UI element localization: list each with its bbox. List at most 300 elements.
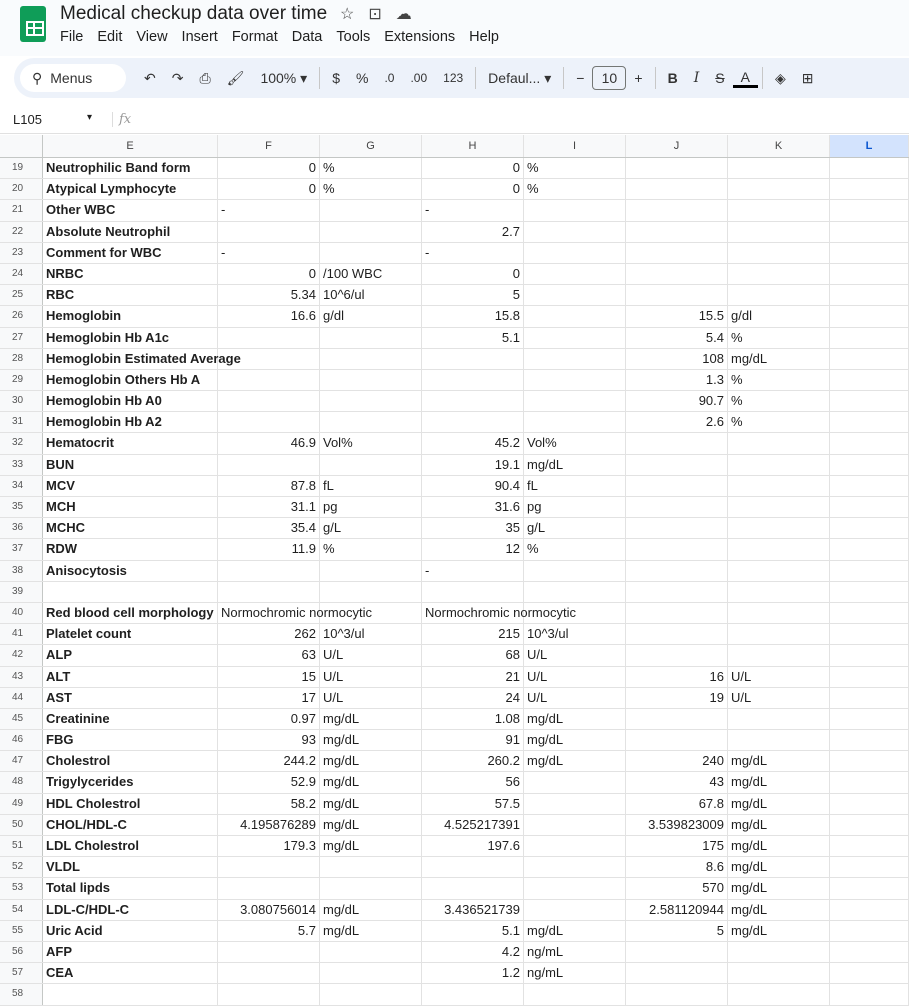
cell-J35[interactable] — [626, 497, 728, 517]
cell-E21[interactable]: Other WBC — [43, 200, 218, 220]
font-size-input[interactable]: 10 — [592, 66, 626, 90]
font-select[interactable] — [480, 70, 559, 87]
sheets-logo-icon[interactable] — [20, 6, 46, 42]
cell-E45[interactable]: Creatinine — [43, 709, 218, 729]
cell-I34[interactable]: fL — [524, 476, 626, 496]
cell-G50[interactable]: mg/dL — [320, 815, 422, 835]
cell-G58[interactable] — [320, 984, 422, 1004]
row-header[interactable]: 44 — [0, 688, 43, 708]
cell-I46[interactable]: mg/dL — [524, 730, 626, 750]
cell-I32[interactable]: Vol% — [524, 433, 626, 453]
italic-button[interactable]: I — [693, 70, 700, 86]
row-header[interactable]: 25 — [0, 285, 43, 305]
cell-K51[interactable]: mg/dL — [728, 836, 830, 856]
cell-E51[interactable]: LDL Cholestrol — [43, 836, 218, 856]
cell-J24[interactable] — [626, 264, 728, 284]
cell-J45[interactable] — [626, 709, 728, 729]
cell-F24[interactable]: 0 — [218, 264, 320, 284]
cell-E28[interactable]: Hemoglobin Estimated Average — [43, 349, 218, 369]
cell-J52[interactable]: 8.6 — [626, 857, 728, 877]
cell-L39[interactable] — [830, 582, 909, 602]
cell-E30[interactable]: Hemoglobin Hb A0 — [43, 391, 218, 411]
cell-I22[interactable] — [524, 222, 626, 242]
column-header-L[interactable]: L — [830, 135, 909, 157]
cell-F34[interactable]: 87.8 — [218, 476, 320, 496]
cell-E58[interactable] — [43, 984, 218, 1004]
cell-L43[interactable] — [830, 667, 909, 687]
decrease-decimal-button[interactable]: .0 — [384, 71, 395, 85]
cell-E47[interactable]: Cholestrol — [43, 751, 218, 771]
row-header[interactable]: 28 — [0, 349, 43, 369]
cell-F33[interactable] — [218, 455, 320, 475]
cell-I48[interactable] — [524, 772, 626, 792]
cell-E52[interactable]: VLDL — [43, 857, 218, 877]
cell-H46[interactable]: 91 — [422, 730, 524, 750]
cell-L41[interactable] — [830, 624, 909, 644]
percent-button[interactable]: % — [355, 70, 369, 86]
row-header[interactable]: 21 — [0, 200, 43, 220]
cell-G57[interactable] — [320, 963, 422, 983]
cell-L45[interactable] — [830, 709, 909, 729]
cell-L30[interactable] — [830, 391, 909, 411]
cell-I36[interactable]: g/L — [524, 518, 626, 538]
cell-K34[interactable] — [728, 476, 830, 496]
cell-G31[interactable] — [320, 412, 422, 432]
row-header[interactable]: 57 — [0, 963, 43, 983]
cell-G56[interactable] — [320, 942, 422, 962]
cloud-status-icon[interactable]: ☁ — [395, 6, 412, 23]
cell-G33[interactable] — [320, 455, 422, 475]
cell-J28[interactable]: 108 — [626, 349, 728, 369]
cell-I45[interactable]: mg/dL — [524, 709, 626, 729]
cell-H54[interactable]: 3.436521739 — [422, 900, 524, 920]
cell-G29[interactable] — [320, 370, 422, 390]
cell-K32[interactable] — [728, 433, 830, 453]
cell-E26[interactable]: Hemoglobin — [43, 306, 218, 326]
cell-E44[interactable]: AST — [43, 688, 218, 708]
menus-search[interactable] — [20, 64, 126, 92]
cell-E49[interactable]: HDL Cholestrol — [43, 794, 218, 814]
cell-K43[interactable]: U/L — [728, 667, 830, 687]
cell-J34[interactable] — [626, 476, 728, 496]
cell-G36[interactable]: g/L — [320, 518, 422, 538]
cell-L38[interactable] — [830, 561, 909, 581]
cell-E43[interactable]: ALT — [43, 667, 218, 687]
cell-G42[interactable]: U/L — [320, 645, 422, 665]
cell-F47[interactable]: 244.2 — [218, 751, 320, 771]
cell-F30[interactable] — [218, 391, 320, 411]
cell-H20[interactable]: 0 — [422, 179, 524, 199]
cell-L37[interactable] — [830, 539, 909, 559]
menu-format[interactable]: Format — [231, 29, 278, 45]
cell-I51[interactable] — [524, 836, 626, 856]
row-header[interactable]: 53 — [0, 878, 43, 898]
menu-view[interactable]: View — [136, 29, 168, 45]
cell-G37[interactable]: % — [320, 539, 422, 559]
row-header[interactable]: 49 — [0, 794, 43, 814]
menu-insert[interactable]: Insert — [181, 29, 218, 45]
cell-E53[interactable]: Total lipds — [43, 878, 218, 898]
cell-H45[interactable]: 1.08 — [422, 709, 524, 729]
cell-J27[interactable]: 5.4 — [626, 328, 728, 348]
cell-I38[interactable] — [524, 561, 626, 581]
cell-F40[interactable]: Normochromic normocytic — [218, 603, 320, 623]
cell-I39[interactable] — [524, 582, 626, 602]
cell-G22[interactable] — [320, 222, 422, 242]
cell-J36[interactable] — [626, 518, 728, 538]
cell-J33[interactable] — [626, 455, 728, 475]
cell-J54[interactable]: 2.581120944 — [626, 900, 728, 920]
cell-H39[interactable] — [422, 582, 524, 602]
cell-I25[interactable] — [524, 285, 626, 305]
cell-L57[interactable] — [830, 963, 909, 983]
cell-F38[interactable] — [218, 561, 320, 581]
cell-E27[interactable]: Hemoglobin Hb A1c — [43, 328, 218, 348]
cell-J51[interactable]: 175 — [626, 836, 728, 856]
cell-G48[interactable]: mg/dL — [320, 772, 422, 792]
row-header[interactable]: 31 — [0, 412, 43, 432]
cell-H36[interactable]: 35 — [422, 518, 524, 538]
row-header[interactable]: 35 — [0, 497, 43, 517]
cell-F54[interactable]: 3.080756014 — [218, 900, 320, 920]
cell-L28[interactable] — [830, 349, 909, 369]
cell-J47[interactable]: 240 — [626, 751, 728, 771]
cell-E25[interactable]: RBC — [43, 285, 218, 305]
currency-button[interactable]: $ — [332, 70, 340, 86]
cell-I50[interactable] — [524, 815, 626, 835]
row-header[interactable]: 45 — [0, 709, 43, 729]
cell-H28[interactable] — [422, 349, 524, 369]
cell-E56[interactable]: AFP — [43, 942, 218, 962]
cell-L58[interactable] — [830, 984, 909, 1004]
row-header[interactable]: 47 — [0, 751, 43, 771]
cell-J55[interactable]: 5 — [626, 921, 728, 941]
cell-I54[interactable] — [524, 900, 626, 920]
cell-K58[interactable] — [728, 984, 830, 1004]
cell-I44[interactable]: U/L — [524, 688, 626, 708]
cell-G20[interactable]: % — [320, 179, 422, 199]
cell-L52[interactable] — [830, 857, 909, 877]
cell-H52[interactable] — [422, 857, 524, 877]
cell-K53[interactable]: mg/dL — [728, 878, 830, 898]
cell-I53[interactable] — [524, 878, 626, 898]
cell-G39[interactable] — [320, 582, 422, 602]
print-icon[interactable]: ⎙ — [199, 69, 211, 86]
cell-H35[interactable]: 31.6 — [422, 497, 524, 517]
cell-E54[interactable]: LDL-C/HDL-C — [43, 900, 218, 920]
cell-K19[interactable] — [728, 158, 830, 178]
row-header[interactable]: 26 — [0, 306, 43, 326]
cell-L53[interactable] — [830, 878, 909, 898]
cell-L21[interactable] — [830, 200, 909, 220]
cell-I41[interactable]: 10^3/ul — [524, 624, 626, 644]
cell-L34[interactable] — [830, 476, 909, 496]
cell-J50[interactable]: 3.539823009 — [626, 815, 728, 835]
cell-J19[interactable] — [626, 158, 728, 178]
cell-G52[interactable] — [320, 857, 422, 877]
cell-K48[interactable]: mg/dL — [728, 772, 830, 792]
cell-L33[interactable] — [830, 455, 909, 475]
cell-K29[interactable]: % — [728, 370, 830, 390]
menu-tools[interactable]: Tools — [336, 29, 371, 45]
cell-G25[interactable]: 10^6/ul — [320, 285, 422, 305]
document-title[interactable]: Medical checkup data over time — [60, 3, 328, 24]
cell-J53[interactable]: 570 — [626, 878, 728, 898]
cell-G26[interactable]: g/dl — [320, 306, 422, 326]
cell-K52[interactable]: mg/dL — [728, 857, 830, 877]
cell-I21[interactable] — [524, 200, 626, 220]
cell-K45[interactable] — [728, 709, 830, 729]
cell-H26[interactable]: 15.8 — [422, 306, 524, 326]
cell-K42[interactable] — [728, 645, 830, 665]
cell-E57[interactable]: CEA — [43, 963, 218, 983]
cell-J42[interactable] — [626, 645, 728, 665]
cell-E42[interactable]: ALP — [43, 645, 218, 665]
cell-F31[interactable] — [218, 412, 320, 432]
cell-L42[interactable] — [830, 645, 909, 665]
cell-K33[interactable] — [728, 455, 830, 475]
cell-E33[interactable]: BUN — [43, 455, 218, 475]
row-header[interactable]: 48 — [0, 772, 43, 792]
column-header-K[interactable]: K — [728, 135, 830, 157]
cell-K30[interactable]: % — [728, 391, 830, 411]
cell-I31[interactable] — [524, 412, 626, 432]
cell-I26[interactable] — [524, 306, 626, 326]
cell-K41[interactable] — [728, 624, 830, 644]
cell-H27[interactable]: 5.1 — [422, 328, 524, 348]
row-header[interactable]: 36 — [0, 518, 43, 538]
row-header[interactable]: 54 — [0, 900, 43, 920]
cell-F19[interactable]: 0 — [218, 158, 320, 178]
cell-H29[interactable] — [422, 370, 524, 390]
cell-H24[interactable]: 0 — [422, 264, 524, 284]
cell-K46[interactable] — [728, 730, 830, 750]
cell-I28[interactable] — [524, 349, 626, 369]
row-header[interactable]: 19 — [0, 158, 43, 178]
cell-F41[interactable]: 262 — [218, 624, 320, 644]
cell-L35[interactable] — [830, 497, 909, 517]
cell-K49[interactable]: mg/dL — [728, 794, 830, 814]
cell-F25[interactable]: 5.34 — [218, 285, 320, 305]
cell-F48[interactable]: 52.9 — [218, 772, 320, 792]
cell-E31[interactable]: Hemoglobin Hb A2 — [43, 412, 218, 432]
cell-K23[interactable] — [728, 243, 830, 263]
bold-button[interactable]: B — [667, 70, 678, 86]
row-header[interactable]: 58 — [0, 984, 43, 1004]
cell-H48[interactable]: 56 — [422, 772, 524, 792]
cell-L46[interactable] — [830, 730, 909, 750]
menu-extensions[interactable]: Extensions — [384, 29, 456, 45]
cell-L31[interactable] — [830, 412, 909, 432]
menu-file[interactable]: File — [60, 29, 84, 45]
cell-H53[interactable] — [422, 878, 524, 898]
cell-F43[interactable]: 15 — [218, 667, 320, 687]
cell-K56[interactable] — [728, 942, 830, 962]
cell-I40[interactable] — [524, 603, 626, 623]
cell-G28[interactable] — [320, 349, 422, 369]
font-size-increase-button[interactable]: + — [634, 70, 643, 86]
cell-F37[interactable]: 11.9 — [218, 539, 320, 559]
cell-H34[interactable]: 90.4 — [422, 476, 524, 496]
cell-G24[interactable]: /100 WBC — [320, 264, 422, 284]
cell-H47[interactable]: 260.2 — [422, 751, 524, 771]
row-header[interactable]: 32 — [0, 433, 43, 453]
cell-J37[interactable] — [626, 539, 728, 559]
cell-J21[interactable] — [626, 200, 728, 220]
cell-I57[interactable]: ng/mL — [524, 963, 626, 983]
cell-G49[interactable]: mg/dL — [320, 794, 422, 814]
row-header[interactable]: 43 — [0, 667, 43, 687]
cell-F22[interactable] — [218, 222, 320, 242]
cell-L49[interactable] — [830, 794, 909, 814]
cell-G47[interactable]: mg/dL — [320, 751, 422, 771]
cell-I37[interactable]: % — [524, 539, 626, 559]
cell-G44[interactable]: U/L — [320, 688, 422, 708]
row-header[interactable]: 39 — [0, 582, 43, 602]
cell-L29[interactable] — [830, 370, 909, 390]
cell-E29[interactable]: Hemoglobin Others Hb A — [43, 370, 218, 390]
cell-I23[interactable] — [524, 243, 626, 263]
cell-I56[interactable]: ng/mL — [524, 942, 626, 962]
cell-F36[interactable]: 35.4 — [218, 518, 320, 538]
cell-E48[interactable]: Trigylycerides — [43, 772, 218, 792]
cell-K39[interactable] — [728, 582, 830, 602]
cell-K50[interactable]: mg/dL — [728, 815, 830, 835]
cell-F46[interactable]: 93 — [218, 730, 320, 750]
paint-format-icon[interactable]: 🖌︎ — [226, 69, 245, 86]
cell-L27[interactable] — [830, 328, 909, 348]
cell-L26[interactable] — [830, 306, 909, 326]
cell-F20[interactable]: 0 — [218, 179, 320, 199]
row-header[interactable]: 29 — [0, 370, 43, 390]
cell-H49[interactable]: 57.5 — [422, 794, 524, 814]
cell-F29[interactable] — [218, 370, 320, 390]
cell-K20[interactable] — [728, 179, 830, 199]
cell-I33[interactable]: mg/dL — [524, 455, 626, 475]
cell-F39[interactable] — [218, 582, 320, 602]
cell-J41[interactable] — [626, 624, 728, 644]
cell-L20[interactable] — [830, 179, 909, 199]
cell-H57[interactable]: 1.2 — [422, 963, 524, 983]
cell-H38[interactable]: - — [422, 561, 524, 581]
cell-G19[interactable]: % — [320, 158, 422, 178]
cell-I29[interactable] — [524, 370, 626, 390]
cell-K36[interactable] — [728, 518, 830, 538]
cell-I42[interactable]: U/L — [524, 645, 626, 665]
formula-input[interactable] — [131, 110, 909, 130]
cell-F23[interactable]: - — [218, 243, 320, 263]
cell-E38[interactable]: Anisocytosis — [43, 561, 218, 581]
cell-H21[interactable]: - — [422, 200, 524, 220]
cell-K25[interactable] — [728, 285, 830, 305]
cell-F58[interactable] — [218, 984, 320, 1004]
cell-L56[interactable] — [830, 942, 909, 962]
cell-E41[interactable]: Platelet count — [43, 624, 218, 644]
row-header[interactable]: 52 — [0, 857, 43, 877]
row-header[interactable]: 56 — [0, 942, 43, 962]
cell-F53[interactable] — [218, 878, 320, 898]
cell-F42[interactable]: 63 — [218, 645, 320, 665]
cell-I20[interactable]: % — [524, 179, 626, 199]
cell-K31[interactable]: % — [728, 412, 830, 432]
cell-G54[interactable]: mg/dL — [320, 900, 422, 920]
cell-G23[interactable] — [320, 243, 422, 263]
cell-L25[interactable] — [830, 285, 909, 305]
strikethrough-button[interactable]: S — [715, 70, 725, 86]
cell-I55[interactable]: mg/dL — [524, 921, 626, 941]
cell-F55[interactable]: 5.7 — [218, 921, 320, 941]
menu-edit[interactable]: Edit — [97, 29, 123, 45]
column-header-I[interactable]: I — [524, 135, 626, 157]
cell-J43[interactable]: 16 — [626, 667, 728, 687]
row-header[interactable]: 37 — [0, 539, 43, 559]
cell-J32[interactable] — [626, 433, 728, 453]
row-header[interactable]: 34 — [0, 476, 43, 496]
cell-G38[interactable] — [320, 561, 422, 581]
cell-H42[interactable]: 68 — [422, 645, 524, 665]
cell-L50[interactable] — [830, 815, 909, 835]
cell-F21[interactable]: - — [218, 200, 320, 220]
cell-G46[interactable]: mg/dL — [320, 730, 422, 750]
cell-L40[interactable] — [830, 603, 909, 623]
cell-F57[interactable] — [218, 963, 320, 983]
row-header[interactable]: 24 — [0, 264, 43, 284]
cell-J29[interactable]: 1.3 — [626, 370, 728, 390]
cell-G41[interactable]: 10^3/ul — [320, 624, 422, 644]
cell-L23[interactable] — [830, 243, 909, 263]
zoom-select[interactable] — [252, 70, 315, 87]
cell-J44[interactable]: 19 — [626, 688, 728, 708]
cell-I43[interactable]: U/L — [524, 667, 626, 687]
select-all-corner[interactable] — [0, 135, 43, 157]
row-header[interactable]: 27 — [0, 328, 43, 348]
cell-E24[interactable]: NRBC — [43, 264, 218, 284]
row-header[interactable]: 50 — [0, 815, 43, 835]
cell-L24[interactable] — [830, 264, 909, 284]
cell-F56[interactable] — [218, 942, 320, 962]
cell-I58[interactable] — [524, 984, 626, 1004]
cell-J49[interactable]: 67.8 — [626, 794, 728, 814]
column-header-G[interactable]: G — [320, 135, 422, 157]
cell-H19[interactable]: 0 — [422, 158, 524, 178]
row-header[interactable]: 23 — [0, 243, 43, 263]
font-size-decrease-button[interactable]: − — [576, 70, 585, 86]
cell-J26[interactable]: 15.5 — [626, 306, 728, 326]
cell-I27[interactable] — [524, 328, 626, 348]
row-header[interactable]: 46 — [0, 730, 43, 750]
cell-I49[interactable] — [524, 794, 626, 814]
row-header[interactable]: 42 — [0, 645, 43, 665]
cell-K57[interactable] — [728, 963, 830, 983]
cell-G30[interactable] — [320, 391, 422, 411]
move-folder-icon[interactable]: ⊡ — [368, 6, 382, 23]
row-header[interactable]: 38 — [0, 561, 43, 581]
cell-K26[interactable]: g/dl — [728, 306, 830, 326]
cell-K37[interactable] — [728, 539, 830, 559]
column-header-E[interactable]: E — [43, 135, 218, 157]
text-color-button[interactable]: A — [733, 69, 758, 88]
cell-K40[interactable] — [728, 603, 830, 623]
cell-F28[interactable] — [218, 349, 320, 369]
cell-H32[interactable]: 45.2 — [422, 433, 524, 453]
cell-F35[interactable]: 31.1 — [218, 497, 320, 517]
column-header-H[interactable]: H — [422, 135, 524, 157]
row-header[interactable]: 41 — [0, 624, 43, 644]
cell-H43[interactable]: 21 — [422, 667, 524, 687]
cell-J38[interactable] — [626, 561, 728, 581]
cell-L44[interactable] — [830, 688, 909, 708]
cell-L47[interactable] — [830, 751, 909, 771]
